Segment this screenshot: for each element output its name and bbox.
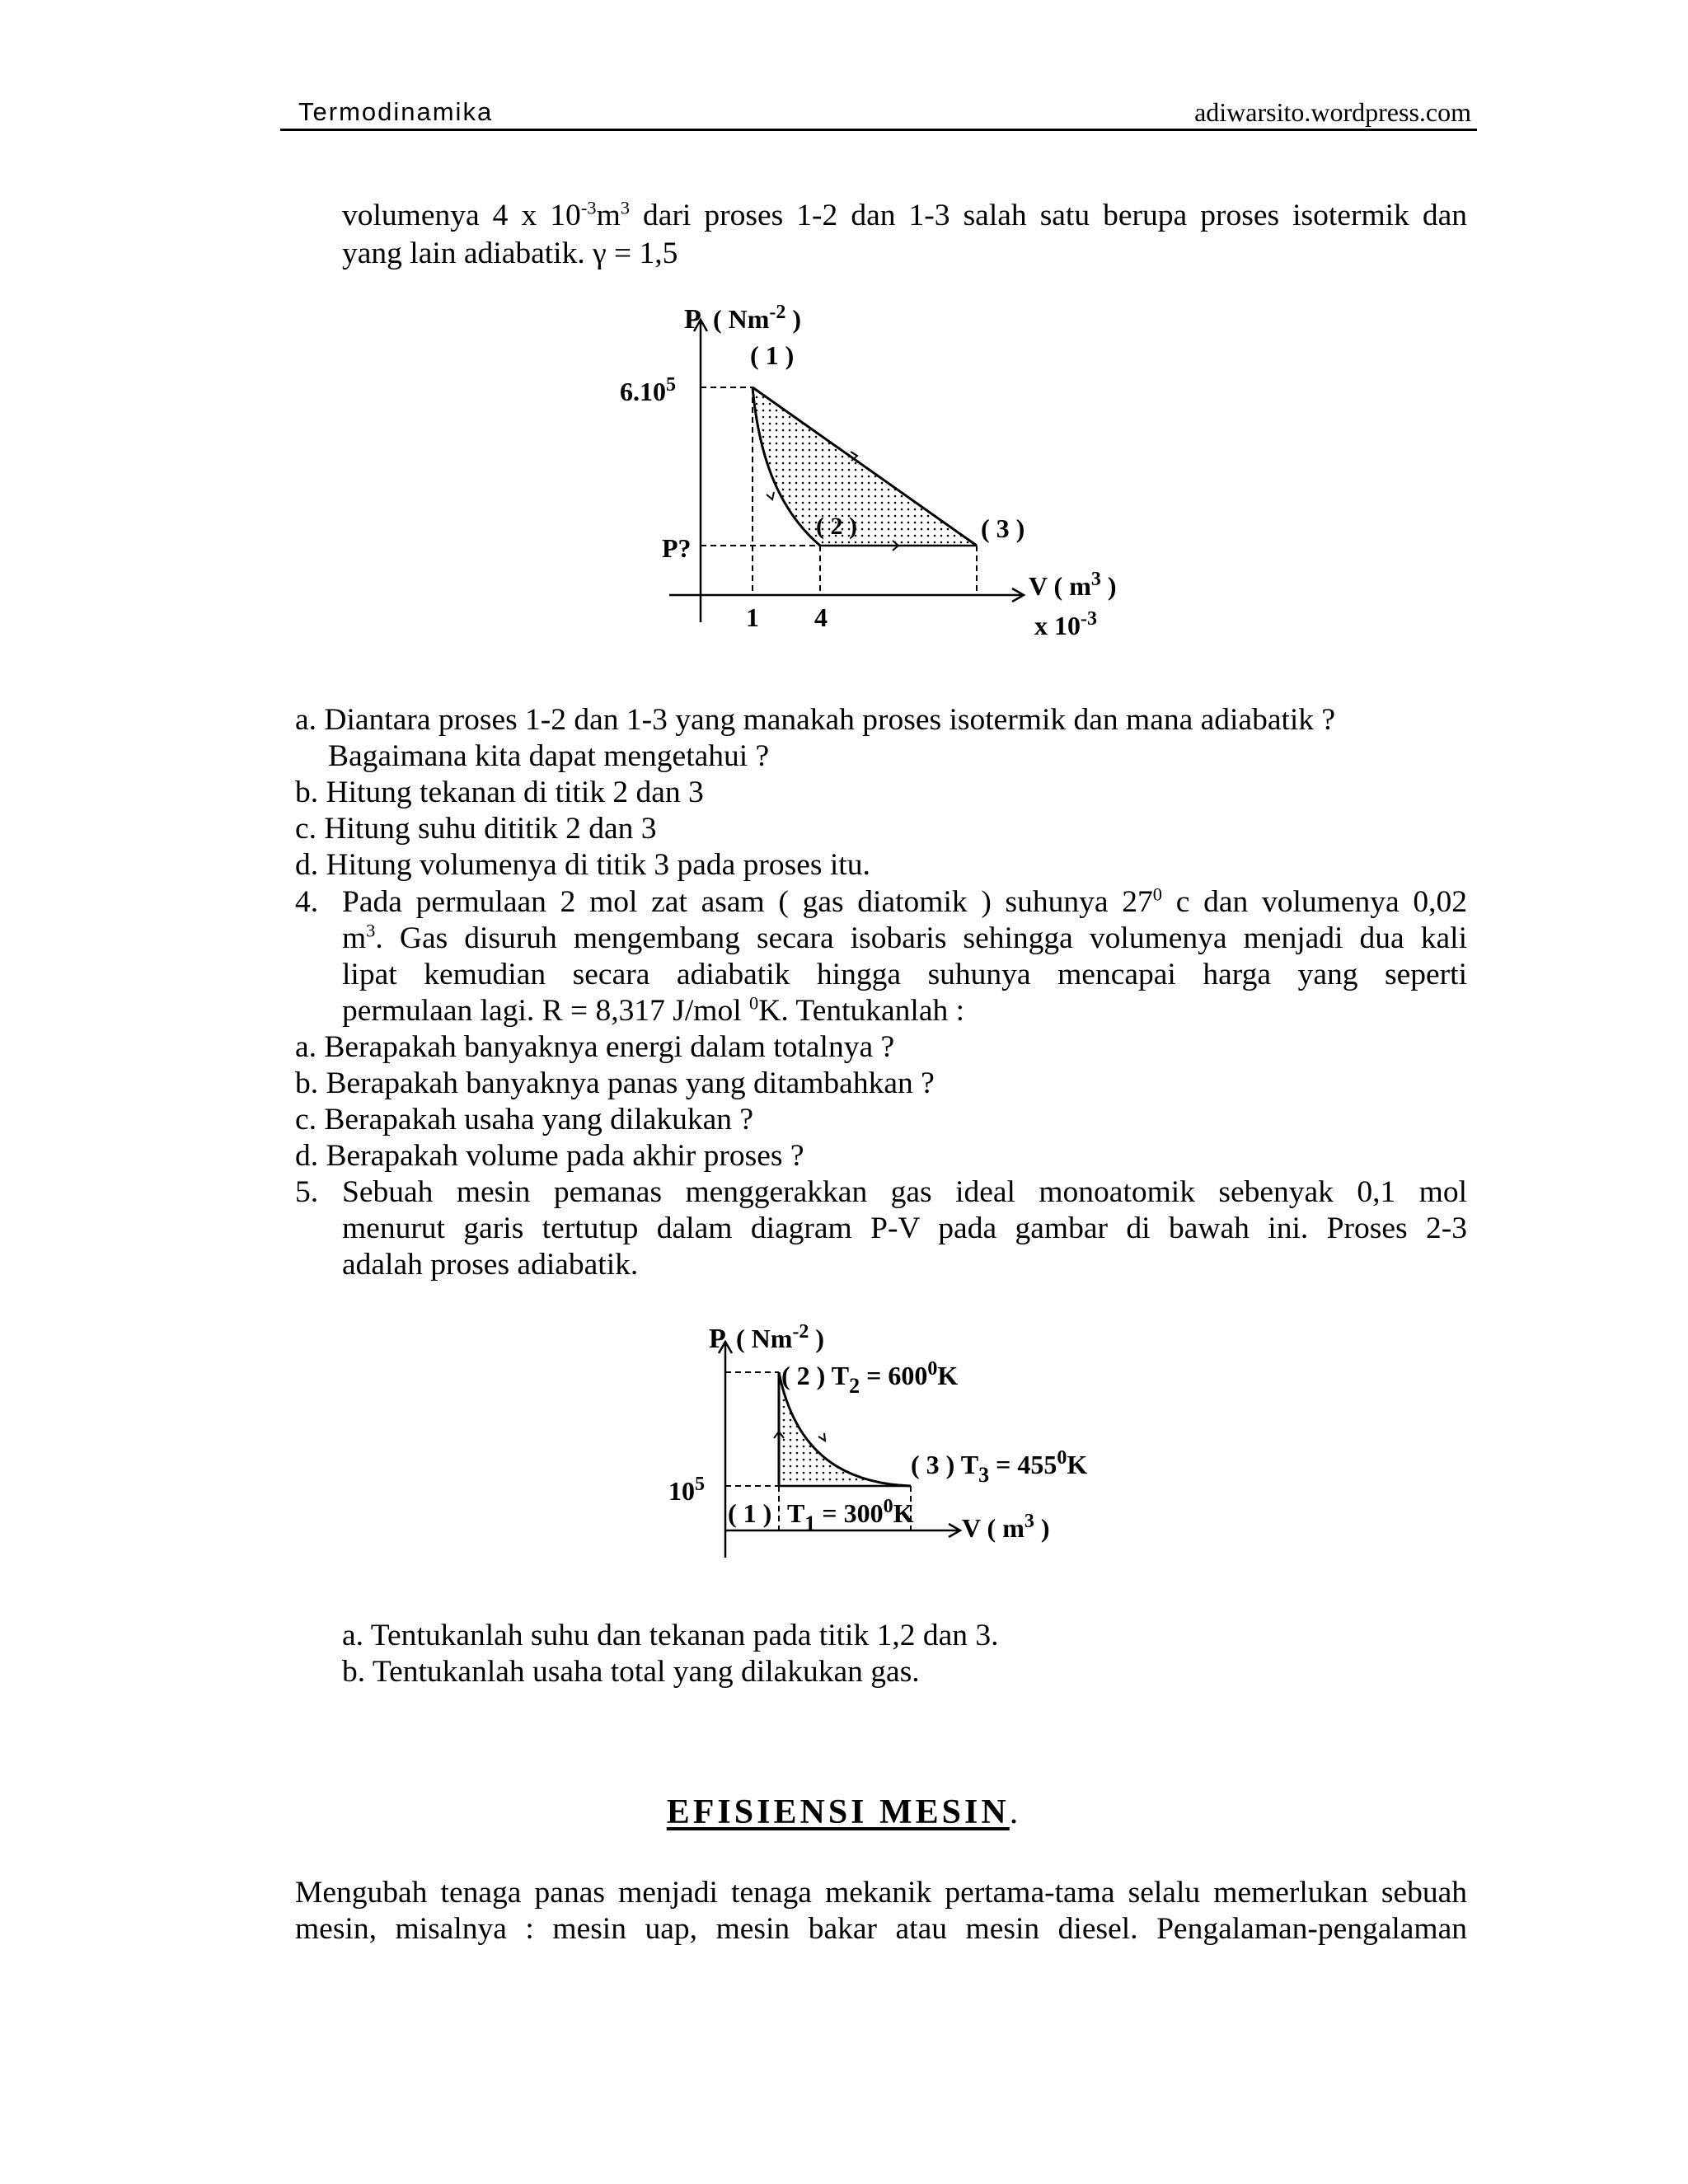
section-paragraph-line-1: Mengubah tenaga panas menjadi tenaga mekanik pertama-tama selalu memerlukan sebuah bbox=[295, 1876, 1467, 1910]
point-1-label: ( 1 ) bbox=[750, 340, 795, 370]
q4-line-1: Pada permulaan 2 mol zat asam ( gas diatomik ) suhunya $27^0$ c dan volumenya 0,02 bbox=[342, 883, 1467, 919]
p-axis-label: P bbox=[684, 304, 701, 335]
q3-item-b: b. Hitung tekanan di titik 2 dan 3 bbox=[295, 776, 704, 809]
q5-line-2: menurut garis tertutup dalam diagram P-V pada gambar di bawah ini. Proses 2-3 bbox=[342, 1212, 1467, 1245]
q4-item-a: a. Berapakah banyaknya energi dalam totalnya ? bbox=[295, 1030, 895, 1064]
intro-line-2: yang lain adiabatik. γ = 1,5 bbox=[342, 237, 678, 270]
p-unit-label: ( $Nm^{-2}$ ) bbox=[736, 1321, 825, 1353]
x-tick-4: 4 bbox=[814, 602, 828, 632]
p-unit-label: ( $Nm^{-2}$ ) bbox=[713, 302, 802, 334]
v-scale-label: x $10^{-3}$ bbox=[1034, 608, 1097, 640]
point-3-label: ( 3 ) $T_3 = 455^0K$ bbox=[911, 1447, 1088, 1487]
q4-item-c: c. Berapakah usaha yang dilakukan ? bbox=[295, 1103, 754, 1137]
x-tick-1: 1 bbox=[746, 602, 759, 632]
q4-line-2: $m^3$. Gas disuruh mengembang secara isobaris sehingga volumenya menjadi dua kali bbox=[342, 920, 1467, 955]
point-2-label: ( 2 ) bbox=[816, 513, 857, 540]
p-axis-label: P bbox=[709, 1324, 726, 1354]
header-title: Termodinamika bbox=[298, 97, 494, 126]
y-tick: $10^5$ bbox=[668, 1474, 705, 1506]
q4-number: 4. bbox=[295, 885, 319, 919]
point-2-label: ( 2 ) $T_2 = 600^0K$ bbox=[781, 1358, 959, 1398]
q4-item-b: b. Berapakah banyaknya panas yang ditambahkan ? bbox=[295, 1066, 935, 1100]
header-website: adiwarsito.wordpress.com bbox=[1194, 97, 1471, 127]
q5-item-a: a. Tentukanlah suhu dan tekanan pada titik 1,2 dan 3. bbox=[342, 1619, 999, 1652]
y-tick-low: P? bbox=[662, 533, 692, 563]
section-paragraph-line-2: mesin, misalnya : mesin uap, mesin bakar atau mesin diesel. Pengalaman-pengalaman bbox=[295, 1912, 1467, 1946]
q3-item-c: c. Hitung suhu dititik 2 dan 3 bbox=[295, 812, 657, 846]
q5-item-b: b. Tentukanlah usaha total yang dilakukan gas. bbox=[342, 1655, 920, 1689]
pv-diagram-1 bbox=[610, 297, 1154, 659]
q3-item-a: a. Diantara proses 1-2 dan 1-3 yang manakah proses isotermik dan mana adiabatik ? bbox=[295, 703, 1336, 737]
header-rule bbox=[280, 129, 1477, 131]
v-axis-label: V ( $m^3$ ) bbox=[1029, 569, 1117, 601]
t1-label: $T_1 = 300^0K$ bbox=[787, 1496, 914, 1535]
q3-item-a-cont: Bagaimana kita dapat mengetahui ? bbox=[328, 739, 770, 773]
point-1-label: ( 1 ) bbox=[728, 1498, 772, 1528]
q4-line-4: permulaan lagi. R = 8,317 J/mol $^0$K. Tentukanlah : bbox=[342, 992, 965, 1028]
q5-line-1: Sebuah mesin pemanas menggerakkan gas ideal monoatomik sebenyak 0,1 mol bbox=[342, 1175, 1467, 1209]
y-tick-top: 6.10$^5$ bbox=[620, 374, 676, 406]
q5-number: 5. bbox=[295, 1175, 319, 1209]
pv-diagram-2 bbox=[663, 1306, 1158, 1570]
q3-item-d: d. Hitung volumenya di titik 3 pada proses itu. bbox=[295, 848, 870, 882]
point-3-label: ( 3 ) bbox=[981, 513, 1025, 543]
v-axis-label: V ( $m^3$ ) bbox=[962, 1511, 1050, 1543]
section-heading: EFISIENSI MESIN. bbox=[666, 1793, 1022, 1831]
q4-item-d: d. Berapakah volume pada akhir proses ? bbox=[295, 1139, 804, 1173]
q4-line-3: lipat kemudian secara adiabatik hingga suhunya mencapai harga yang seperti bbox=[342, 958, 1467, 991]
intro-line-1: volumenya 4 x $10^{-3}m^3$ dari proses 1-2 dan 1-3 salah satu berupa proses isotermik dan bbox=[342, 197, 1467, 232]
q5-line-3: adalah proses adiabatik. bbox=[342, 1248, 639, 1282]
